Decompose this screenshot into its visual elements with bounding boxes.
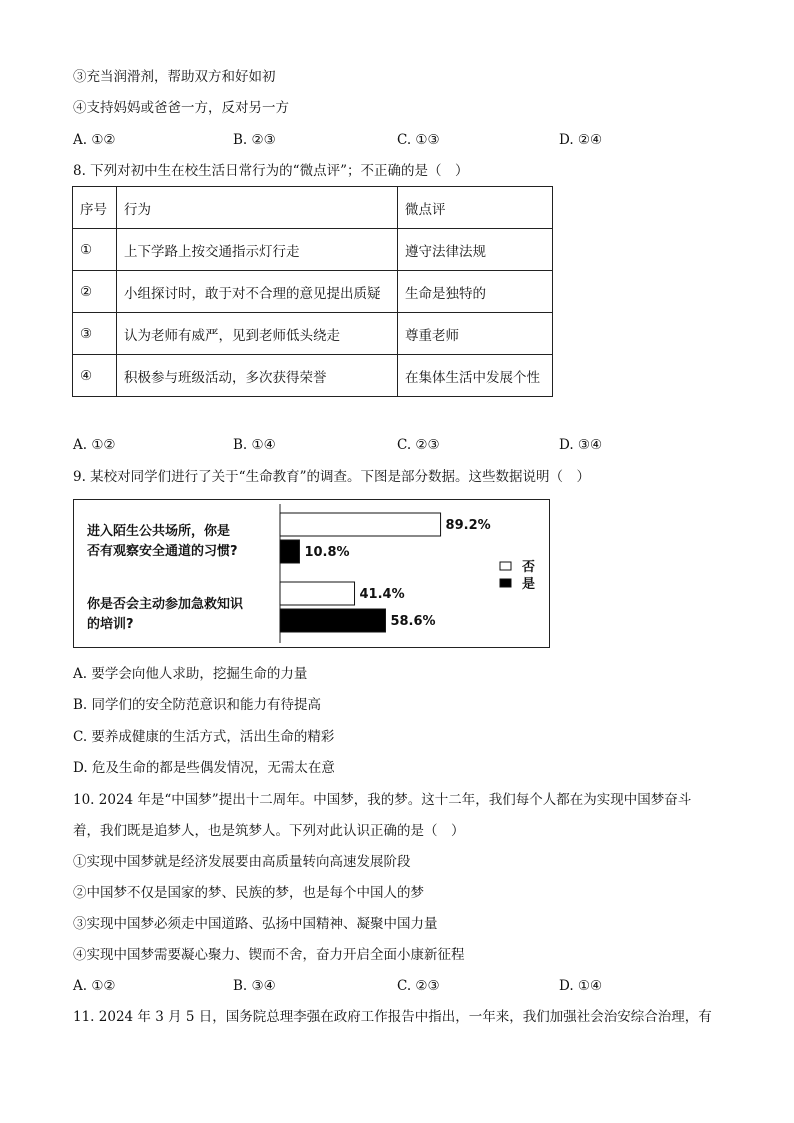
chart-category-2-line-2: 的培训? bbox=[87, 617, 134, 632]
table-cell: ③ bbox=[73, 313, 117, 355]
table-cell: 认为老师有威严，见到老师低头绕走 bbox=[117, 313, 398, 355]
q9-option-c[interactable]: C. 要养成健康的生活方式，活出生命的精彩 bbox=[73, 729, 335, 745]
table-row bbox=[73, 271, 553, 313]
chart-category-2-line-1: 你是否会主动参加急救知识 bbox=[87, 597, 244, 612]
q10-option-c[interactable]: C. ②③ bbox=[397, 978, 440, 994]
q10-item-4: ④实现中国梦需要凝心聚力、锲而不舍，奋力开启全面小康新征程 bbox=[73, 947, 465, 963]
q8-stem: 8. 下列对初中生在校生活日常行为的“微点评”；不正确的是（ ） bbox=[73, 163, 469, 179]
table-cell: ② bbox=[73, 271, 117, 313]
table-cell: 小组探讨时，敢于对不合理的意见提出质疑 bbox=[117, 271, 398, 313]
q7-item-4: ④支持妈妈或爸爸一方，反对另一方 bbox=[73, 100, 289, 116]
chart-bar-no-1 bbox=[280, 513, 441, 536]
q7-option-d[interactable]: D. ②④ bbox=[559, 132, 603, 148]
legend-label-no: 否 bbox=[522, 560, 536, 575]
q9-option-d[interactable]: D. 危及生命的都是些偶发情况，无需太在意 bbox=[73, 760, 335, 776]
legend-label-yes: 是 bbox=[522, 577, 536, 592]
chart-category-1-line-2: 否有观察安全通道的习惯? bbox=[87, 544, 238, 559]
bar-chart-svg bbox=[74, 500, 549, 647]
table-cell: ④ bbox=[73, 355, 117, 397]
q8-option-d[interactable]: D. ③④ bbox=[559, 437, 603, 453]
q10-item-2: ②中国梦不仅是国家的梦、民族的梦，也是每个中国人的梦 bbox=[73, 885, 424, 901]
q11-stem-line-1: 11. 2024 年 3 月 5 日，国务院总理李强在政府工作报告中指出，一年来，我们加强社会治安综合治理，有 bbox=[73, 1009, 712, 1025]
table-cell: ① bbox=[73, 229, 117, 271]
table-cell: 积极参与班级活动，多次获得荣誉 bbox=[117, 355, 398, 397]
table-row bbox=[73, 313, 553, 355]
q9-survey-chart bbox=[73, 499, 550, 648]
table-row bbox=[73, 229, 553, 271]
chart-data-label: 58.6% bbox=[390, 614, 436, 629]
chart-data-label: 41.4% bbox=[359, 587, 405, 602]
chart-bar-yes-2 bbox=[280, 609, 385, 632]
q7-option-b[interactable]: B. ②③ bbox=[233, 132, 276, 148]
chart-data-label: 89.2% bbox=[445, 518, 491, 533]
q9-option-b[interactable]: B. 同学们的安全防范意识和能力有待提高 bbox=[73, 697, 322, 713]
q10-option-b[interactable]: B. ③④ bbox=[233, 978, 276, 994]
q9-option-a[interactable]: A. 要学会向他人求助，挖掘生命的力量 bbox=[73, 666, 308, 682]
q10-stem-line-1: 10. 2024 年是“中国梦”提出十二周年。中国梦，我的梦。这十二年，我们每个人都在为实现中国梦奋斗 bbox=[73, 792, 692, 808]
table-cell: 遵守法律法规 bbox=[398, 229, 553, 271]
table-header-cell: 微点评 bbox=[398, 187, 553, 229]
table-cell: 在集体生活中发展个性 bbox=[398, 355, 553, 397]
table-cell: 生命是独特的 bbox=[398, 271, 553, 313]
table-cell: 上下学路上按交通指示灯行走 bbox=[117, 229, 398, 271]
table-header-cell: 行为 bbox=[117, 187, 398, 229]
table-header-cell: 序号 bbox=[73, 187, 117, 229]
chart-category-1-line-1: 进入陌生公共场所，你是 bbox=[87, 524, 231, 539]
q10-option-d[interactable]: D. ①④ bbox=[559, 978, 603, 994]
q10-item-1: ①实现中国梦就是经济发展要由高质量转向高速发展阶段 bbox=[73, 854, 411, 870]
q7-item-3: ③充当润滑剂，帮助双方和好如初 bbox=[73, 69, 276, 85]
q8-option-c[interactable]: C. ②③ bbox=[397, 437, 440, 453]
q7-option-a[interactable]: A. ①② bbox=[73, 132, 116, 148]
chart-bar-yes-1 bbox=[280, 540, 299, 563]
chart-bar-no-2 bbox=[280, 582, 355, 605]
q8-table bbox=[72, 186, 553, 397]
table-row bbox=[73, 355, 553, 397]
q10-stem-line-2: 着，我们既是追梦人，也是筑梦人。下列对此认识正确的是（ ） bbox=[73, 823, 465, 839]
table-cell: 尊重老师 bbox=[398, 313, 553, 355]
legend-swatch-yes bbox=[500, 579, 511, 587]
q8-option-a[interactable]: A. ①② bbox=[73, 437, 116, 453]
q10-option-a[interactable]: A. ①② bbox=[73, 978, 116, 994]
table-header-row bbox=[73, 187, 553, 229]
legend-swatch-no bbox=[500, 562, 511, 570]
chart-data-label: 10.8% bbox=[304, 545, 350, 560]
q7-option-c[interactable]: C. ①③ bbox=[397, 132, 440, 148]
q9-stem: 9. 某校对同学们进行了关于“生命教育”的调查。下图是部分数据。这些数据说明（ ） bbox=[73, 469, 590, 485]
q10-item-3: ③实现中国梦必须走中国道路、弘扬中国精神、凝聚中国力量 bbox=[73, 916, 438, 932]
q8-option-b[interactable]: B. ①④ bbox=[233, 437, 276, 453]
